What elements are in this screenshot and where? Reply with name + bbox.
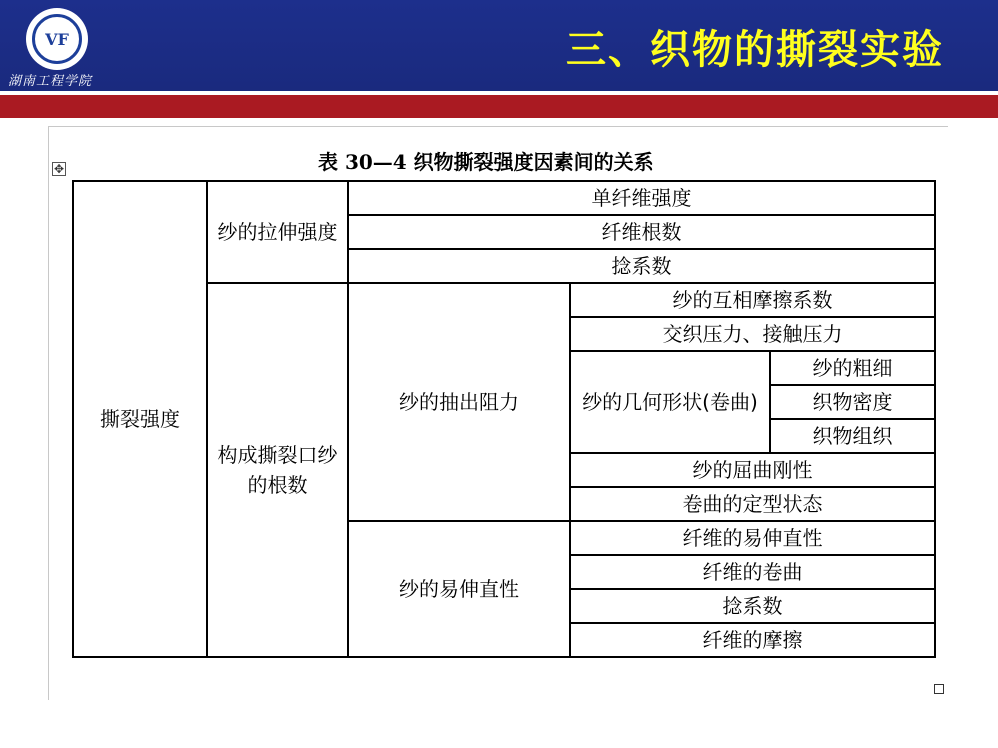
extension-item-cell: 捻系数 xyxy=(570,589,935,623)
table-caption: 表 30—4 织物撕裂强度因素间的关系 xyxy=(318,150,654,174)
yarn-geometry-cell: 纱的几何形状(卷曲) xyxy=(570,351,770,453)
slide-title: 三、织物的撕裂实验 xyxy=(566,26,944,73)
pullout-item-cell: 卷曲的定型状态 xyxy=(570,487,935,521)
easy-straighten-cell: 纱的易伸直性 xyxy=(348,521,570,657)
table-row xyxy=(73,181,935,215)
extension-item-cell: 纤维的易伸直性 xyxy=(570,521,935,555)
tensile-item-cell: 单纤维强度 xyxy=(348,181,935,215)
tensile-strength-cell: 纱的拉伸强度 xyxy=(207,181,348,283)
geometry-item-cell: 纱的粗细 xyxy=(770,351,935,385)
geometry-item-cell: 织物组织 xyxy=(770,419,935,453)
school-name: 湖南工程学院 xyxy=(8,74,93,89)
tensile-item-cell: 纤维根数 xyxy=(348,215,935,249)
table-move-handle-icon[interactable]: ✥ xyxy=(53,162,65,176)
document-edge-left xyxy=(48,126,49,700)
tensile-item-cell: 捻系数 xyxy=(348,249,935,283)
factors-table xyxy=(72,180,936,658)
pullout-item-cell: 交织压力、接触压力 xyxy=(570,317,935,351)
slide-header xyxy=(0,0,998,91)
extension-item-cell: 纤维的卷曲 xyxy=(570,555,935,589)
pullout-item-cell: 纱的互相摩擦系数 xyxy=(570,283,935,317)
geometry-item-cell: 织物密度 xyxy=(770,385,935,419)
document-edge-top xyxy=(48,126,948,127)
root-cell: 撕裂强度 xyxy=(73,181,207,657)
extension-item-cell: 纤维的摩擦 xyxy=(570,623,935,657)
red-accent-bar xyxy=(0,95,998,118)
table-end-marker xyxy=(934,684,944,694)
logo-emblem-icon: VF xyxy=(32,14,82,64)
pullout-resistance-cell: 纱的抽出阻力 xyxy=(348,283,570,521)
school-logo xyxy=(26,8,88,70)
yarn-count-cell: 构成撕裂口纱的根数 xyxy=(207,283,348,657)
pullout-item-cell: 纱的屈曲刚性 xyxy=(570,453,935,487)
